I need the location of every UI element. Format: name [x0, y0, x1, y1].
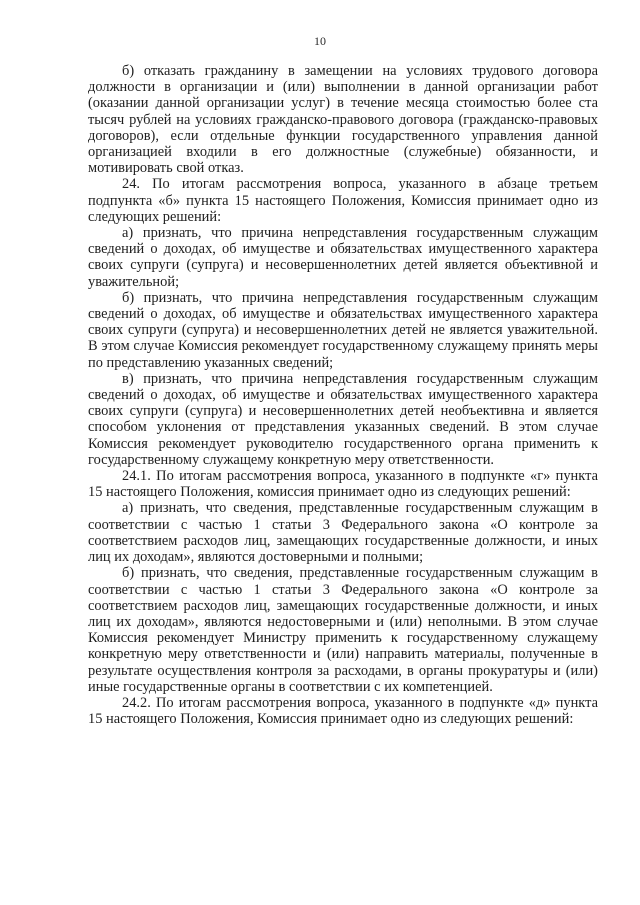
page-number: 10: [314, 34, 326, 48]
paragraph-24-b: б) признать, что причина непредставления государственным служащим сведений о доходах, об имуществе и обязательствах имущественного характера своих супруги (супруга) и несовершеннолетних детей не является уважительной. В этом случае Комиссия рекомендует государственному служащему принять меры по представлению указанных сведений;: [88, 289, 598, 371]
paragraph-item-b-refuse: б) отказать гражданину в замещении на условиях трудового договора должности в организации и (или) выполнении в данной организации работ (оказании данной организации услуг) в течение месяца стоимостью более ста тысяч рублей на условиях гражданско-правового договора (гражданско-правовых договоров), если отдельные функции государственного управления данной организацией входили в его должностные (служебные) обязанности, и мотивировать свой отказ.: [88, 63, 598, 177]
paragraph-24-v: в) признать, что причина непредставления государственным служащим сведений о доходах, об имуществе и обязательствах имущественного характера своих супруги (супруга) и несовершеннолетних детей необъективна и является способом уклонения от представления указанных сведений. В этом случае Комиссия рекомендует руководителю государственного органа применить к государственному служащему конкретную меру ответственности.: [88, 370, 598, 468]
paragraph-24-2: 24.2. По итогам рассмотрения вопроса, указанного в подпункте «д» пункта 15 настоящего Положения, Комиссия принимает одно из следующих решений:: [88, 694, 598, 728]
paragraph-24: 24. По итогам рассмотрения вопроса, указанного в абзаце третьем подпункта «б» пункта 15 настоящего Положения, Комиссия принимает одно из следующих решений:: [88, 176, 598, 225]
paragraph-24-1-a: а) признать, что сведения, представленные государственным служащим в соответствии с частью 1 статьи 3 Федерального закона «О контроле за соответствием расходов лиц, замещающих государственные должности, и иных лиц их доходам», являются достоверными и полными;: [88, 500, 598, 566]
document-body: [88, 63, 598, 727]
paragraph-24-1: 24.1. По итогам рассмотрения вопроса, указанного в подпункте «г» пункта 15 настоящего Положения, комиссия принимает одно из следующих решений:: [88, 468, 598, 501]
paragraph-24-1-b: б) признать, что сведения, представленные государственным служащим в соответствии с частью 1 статьи 3 Федерального закона «О контроле за соответствием расходов лиц, замещающих государственные должности, и иных лиц их доходам», являются недостоверными и (или) неполными. В этом случае Комиссия рекомендует Министру применить к государственному служащему конкретную меру ответственности и (или) направить материалы, полученные в результате осуществления контроля за расходами, в органы прокуратуры и (или) иные государственные органы в соответствии с их компетенцией.: [88, 565, 598, 695]
paragraph-24-a: а) признать, что причина непредставления государственным служащим сведений о доходах, об имуществе и обязательствах имущественного характера своих супруги (супруга) и несовершеннолетних детей является объективной и уважительной;: [88, 225, 598, 290]
